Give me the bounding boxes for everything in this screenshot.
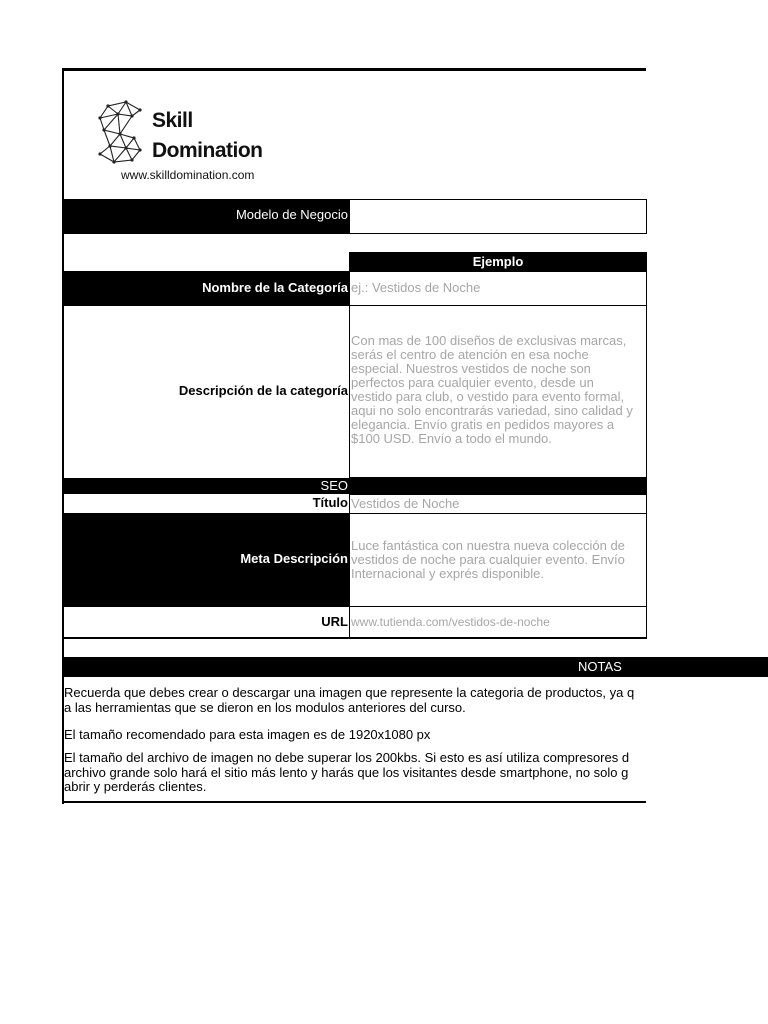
note-paragraph-1 <box>64 686 646 715</box>
url-input[interactable] <box>349 606 647 638</box>
titulo-example: Vestidos de Noche <box>351 496 460 511</box>
url-row-divider <box>64 637 647 639</box>
url-label: URL <box>321 614 348 629</box>
descripcion-line: $100 USD. Envío a todo el mundo. <box>351 431 552 446</box>
descripcion-label: Descripción de la categoría <box>178 383 348 398</box>
titulo-label: Título <box>312 495 348 510</box>
brand-logo <box>96 100 296 170</box>
ejemplo-header: Ejemplo <box>349 252 647 271</box>
notas-band <box>64 657 768 677</box>
titulo-input[interactable] <box>349 494 647 514</box>
meta-example <box>351 539 625 581</box>
descripcion-line: vestido para club, o vestido para evento formal, <box>351 389 625 404</box>
meta-line: vestidos de noche para cualquier evento. Envío <box>351 552 625 567</box>
frame-top-border <box>62 68 646 71</box>
url-example: www.tutienda.com/vestidos-de-noche <box>351 615 550 629</box>
note-line: Recuerda que debes crear o descargar una imagen que represente la categoria de productos, ya q <box>64 686 635 700</box>
note-line: El tamaño del archivo de imagen no debe superar los 200kbs. Si esto es así utiliza compresores d <box>64 751 630 765</box>
seo-label: SEO <box>320 478 348 493</box>
modelo-input[interactable] <box>349 199 647 234</box>
frame-bottom-border <box>62 801 646 803</box>
note-line: abrir y perderás clientes. <box>64 779 207 794</box>
brand-url: www.skilldomination.com <box>121 168 255 182</box>
brand-name-line2: Domination <box>152 139 263 162</box>
meta-input[interactable] <box>349 513 647 607</box>
brand-name-line1: Skill <box>152 109 193 132</box>
categoria-example: ej.: Vestidos de Noche <box>351 280 481 295</box>
meta-label: Meta Descripción <box>240 551 348 566</box>
note-line: El tamaño recomendado para esta imagen es de 1920x1080 px <box>64 728 431 742</box>
meta-line: Internacional y exprés disponible. <box>351 566 544 581</box>
categoria-label: Nombre de la Categoría <box>202 280 348 295</box>
geometric-s-logo-icon <box>96 100 146 164</box>
notas-header: NOTAS <box>578 659 622 674</box>
descripcion-line: perfectos para cualquier evento, desde un <box>351 375 594 390</box>
note-line: archivo grande solo hará el sitio más lento y harás que los visitantes desde smartphone, no solo g <box>64 764 629 780</box>
descripcion-input[interactable] <box>349 305 647 478</box>
categoria-input[interactable] <box>349 271 647 306</box>
note-paragraph-2 <box>64 728 646 743</box>
descripcion-line: especial. Nuestros vestidos de noche son <box>351 361 591 376</box>
note-line: a las herramientas que se dieron en los modulos anteriores del curso. <box>64 699 466 715</box>
descripcion-line: aqui no solo encontrarás variedad, sino calidad y <box>351 403 633 418</box>
descripcion-line: elegancia. Envío gratis en pedidos mayores a <box>351 417 615 432</box>
descripcion-example <box>351 334 633 446</box>
descripcion-line: Con mas de 100 diseños de exclusivas marcas, <box>351 333 627 348</box>
descripcion-line: serás el centro de atención en esa noche <box>351 347 589 362</box>
modelo-label: Modelo de Negocio <box>235 207 348 222</box>
meta-line: Luce fantástica con nuestra nueva colección de <box>351 538 625 553</box>
note-paragraph-3 <box>64 751 646 795</box>
